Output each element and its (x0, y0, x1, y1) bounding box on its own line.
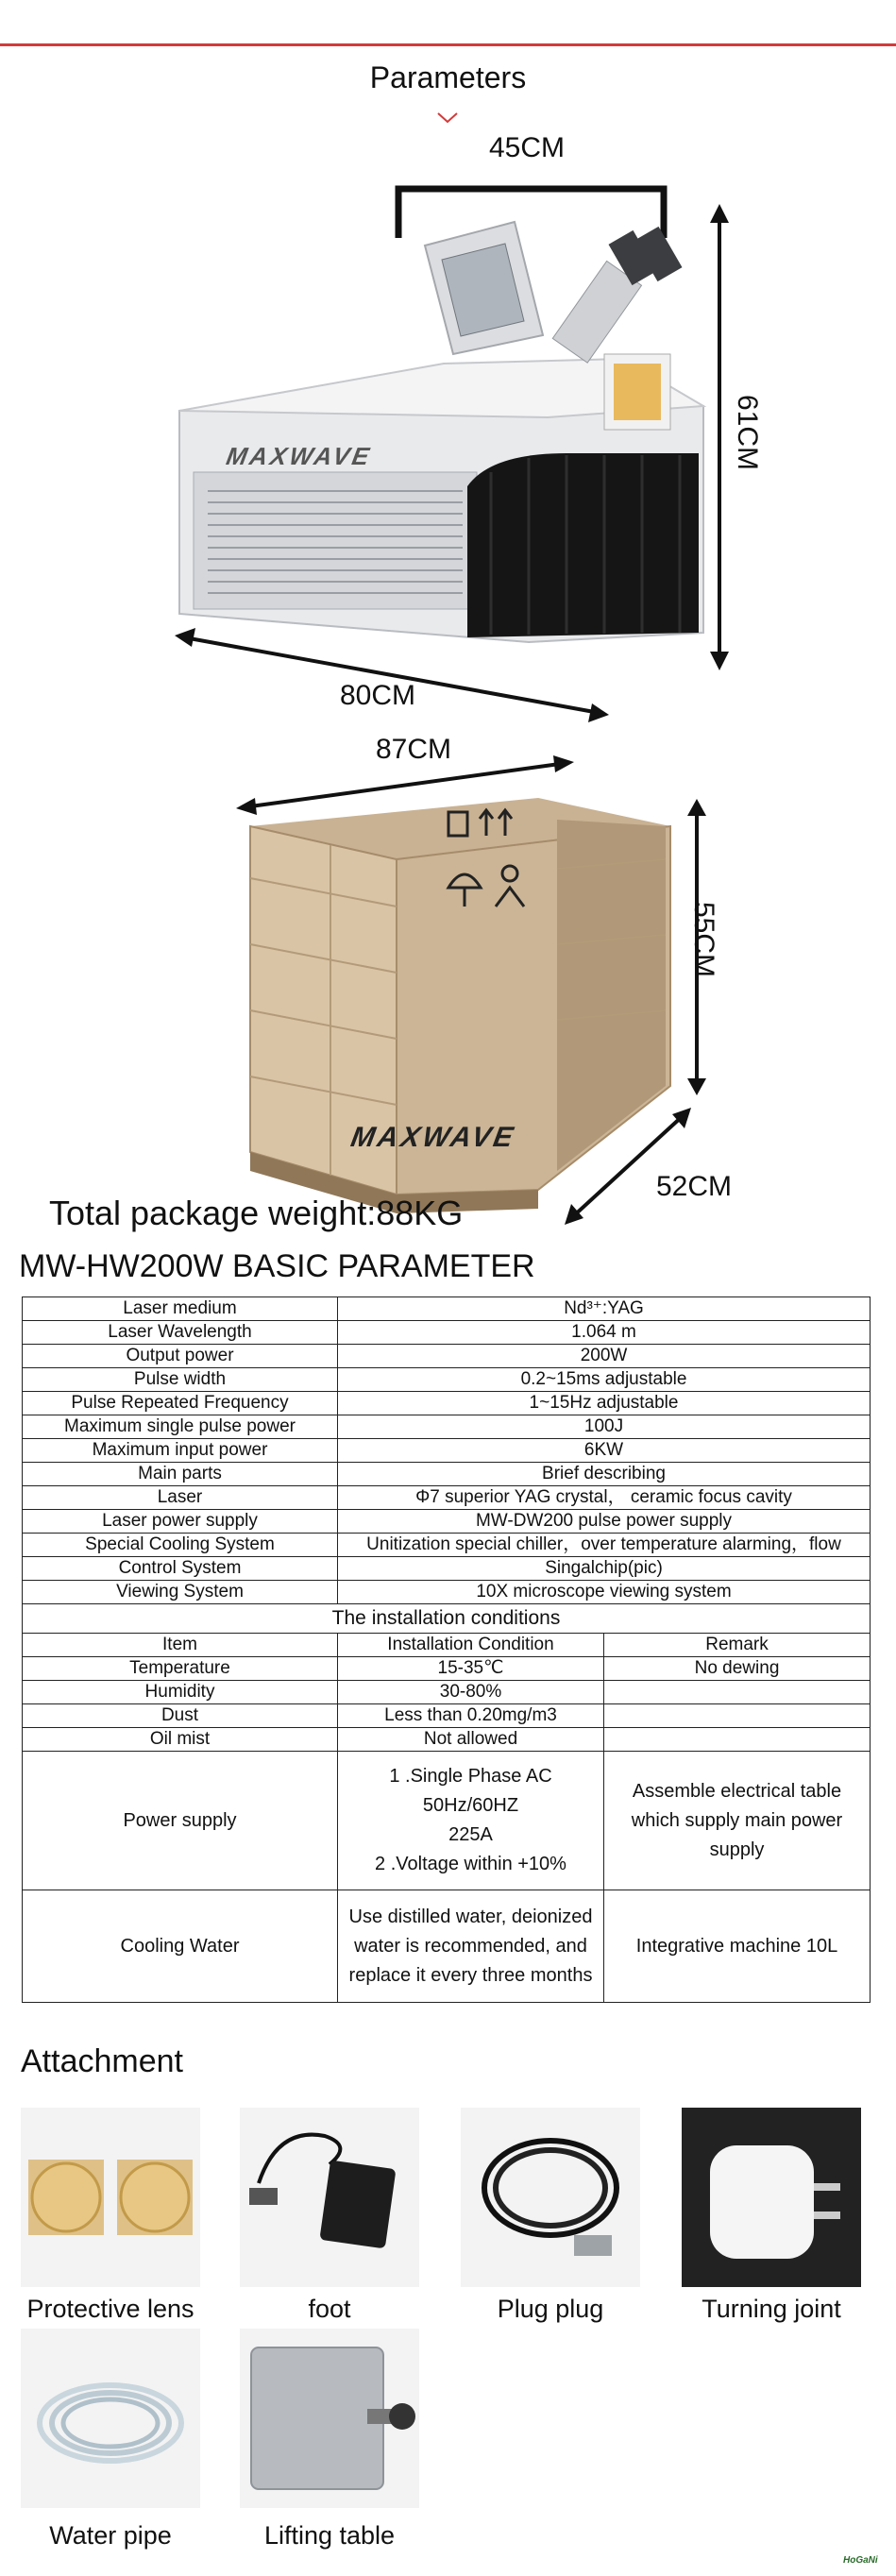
table-row (23, 1297, 871, 1321)
power-supply-line: 2 .Voltage within +10% (375, 1854, 566, 1874)
param-value-cell: 10X microscope viewing system (338, 1581, 871, 1604)
installation-cell: 15-35℃ (338, 1657, 604, 1681)
crate-brand-logo: MAXWAVE (348, 1122, 518, 1153)
param-value-cell: 1~15Hz adjustable (338, 1392, 871, 1415)
table-row (23, 1345, 871, 1368)
power-supply-condition (338, 1752, 604, 1890)
installation-cell: Oil mist (23, 1728, 338, 1752)
installation-cell (604, 1728, 871, 1752)
power-supply-line: 1 .Single Phase AC 50Hz/60HZ (389, 1766, 552, 1816)
crate-depth-label: 52CM (656, 1171, 733, 1202)
param-name-cell: Output power (23, 1345, 338, 1368)
param-name-cell: Laser (23, 1486, 338, 1510)
attachment-label-turning-joint: Turning joint (702, 2295, 841, 2323)
param-value-cell: Singalchip(pic) (338, 1557, 871, 1581)
cooling-water-row (23, 1890, 871, 2003)
power-supply-item: Power supply (23, 1752, 338, 1890)
param-name-cell: Maximum single pulse power (23, 1415, 338, 1439)
param-name-cell: Special Cooling System (23, 1534, 338, 1557)
installation-title-row (23, 1604, 871, 1634)
table-row (23, 1704, 871, 1728)
param-name-cell: Pulse Repeated Frequency (23, 1392, 338, 1415)
installation-cell (604, 1681, 871, 1704)
param-name-cell: Laser Wavelength (23, 1321, 338, 1345)
power-supply-row (23, 1752, 871, 1890)
param-value-cell: 6KW (338, 1439, 871, 1463)
table-row (23, 1681, 871, 1704)
table-row (23, 1321, 871, 1345)
installation-cell: Less than 0.20mg/m3 (338, 1704, 604, 1728)
watermark-logo: HoGaNi (843, 2555, 878, 2566)
param-name-cell: Laser power supply (23, 1510, 338, 1534)
table-row (23, 1657, 871, 1681)
crate-width-label: 87CM (376, 734, 452, 765)
water-pipe-icon (21, 2329, 200, 2508)
attachment-label-water-pipe: Water pipe (49, 2521, 172, 2550)
lifting-table-icon (240, 2329, 419, 2508)
attachment-image-plug-plug (461, 2108, 640, 2287)
table-row (23, 1728, 871, 1752)
chevron-down-icon (436, 111, 459, 125)
param-value-cell: 0.2~15ms adjustable (338, 1368, 871, 1392)
page-title: Parameters (369, 60, 527, 94)
installation-cell (604, 1704, 871, 1728)
parameter-table (22, 1296, 871, 2003)
cooling-water-condition: Use distilled water, deionized water is recommended, and replace it every three months (338, 1890, 604, 2003)
table-row (23, 1439, 871, 1463)
installation-cell: Dust (23, 1704, 338, 1728)
attachment-label-protective-lens: Protective lens (26, 2295, 194, 2323)
table-row (23, 1463, 871, 1486)
param-name-cell: Viewing System (23, 1581, 338, 1604)
attachment-image-lifting-table (240, 2329, 419, 2508)
param-name-cell: Control System (23, 1557, 338, 1581)
installation-cell: 30-80% (338, 1681, 604, 1704)
table-row (23, 1415, 871, 1439)
crate-illustration (0, 755, 896, 1228)
param-value-cell: Unitization special chiller，over temperature alarming，flow (338, 1534, 871, 1557)
attachment-image-protective-lens (21, 2108, 200, 2287)
machine-height-label: 61CM (732, 395, 763, 471)
crate-height-label: 55CM (688, 902, 719, 978)
installation-cell: Temperature (23, 1657, 338, 1681)
attachment-label-foot: foot (308, 2295, 351, 2323)
param-name-cell: Laser medium (23, 1297, 338, 1321)
attachment-image-foot (240, 2108, 419, 2287)
installation-cell: Humidity (23, 1681, 338, 1704)
param-name-cell: Maximum input power (23, 1439, 338, 1463)
column-header: Installation Condition (338, 1634, 604, 1657)
cooling-water-remark: Integrative machine 10L (604, 1890, 871, 2003)
table-row (23, 1486, 871, 1510)
attachment-label-plug-plug: Plug plug (497, 2295, 604, 2323)
installation-cell: No dewing (604, 1657, 871, 1681)
table-row (23, 1392, 871, 1415)
table-row (23, 1534, 871, 1557)
machine-brand-logo: MAXWAVE (224, 442, 375, 470)
param-value-cell: 1.064 m (338, 1321, 871, 1345)
power-supply-line: 225A (448, 1824, 493, 1845)
plug-adapter-icon (682, 2108, 861, 2287)
param-value-cell: 100J (338, 1415, 871, 1439)
table-row (23, 1581, 871, 1604)
param-value-cell: Φ7 superior YAG crystal， ceramic focus cavity (338, 1486, 871, 1510)
machine-width-label: 45CM (489, 132, 566, 163)
power-supply-remark: Assemble electrical table which supply main power supply (604, 1752, 871, 1890)
param-value-cell: Brief describing (338, 1463, 871, 1486)
attachment-image-turning-joint (682, 2108, 861, 2287)
attachment-image-water-pipe (21, 2329, 200, 2508)
top-divider (0, 43, 896, 46)
table-row (23, 1368, 871, 1392)
cable-plug-icon (461, 2108, 640, 2287)
cooling-water-item: Cooling Water (23, 1890, 338, 2003)
attachment-label-lifting-table: Lifting table (263, 2521, 396, 2550)
installation-cell: Not allowed (338, 1728, 604, 1752)
param-value-cell: Nd³⁺:YAG (338, 1297, 871, 1321)
attachment-title: Attachment (21, 2043, 183, 2079)
basic-parameter-title: MW-HW200W BASIC PARAMETER (19, 1248, 535, 1284)
table-row (23, 1557, 871, 1581)
column-header: Remark (604, 1634, 871, 1657)
param-value-cell: MW-DW200 pulse power supply (338, 1510, 871, 1534)
table-row (23, 1510, 871, 1534)
param-value-cell: 200W (338, 1345, 871, 1368)
package-weight: Total package weight:88KG (49, 1194, 464, 1232)
foot-pedal-icon (240, 2108, 419, 2287)
machine-depth-label: 80CM (340, 680, 416, 711)
installation-title: The installation conditions (23, 1604, 871, 1634)
protective-lens-icon (21, 2108, 200, 2287)
param-name-cell: Main parts (23, 1463, 338, 1486)
column-header: Item (23, 1634, 338, 1657)
param-name-cell: Pulse width (23, 1368, 338, 1392)
installation-header-row (23, 1634, 871, 1657)
